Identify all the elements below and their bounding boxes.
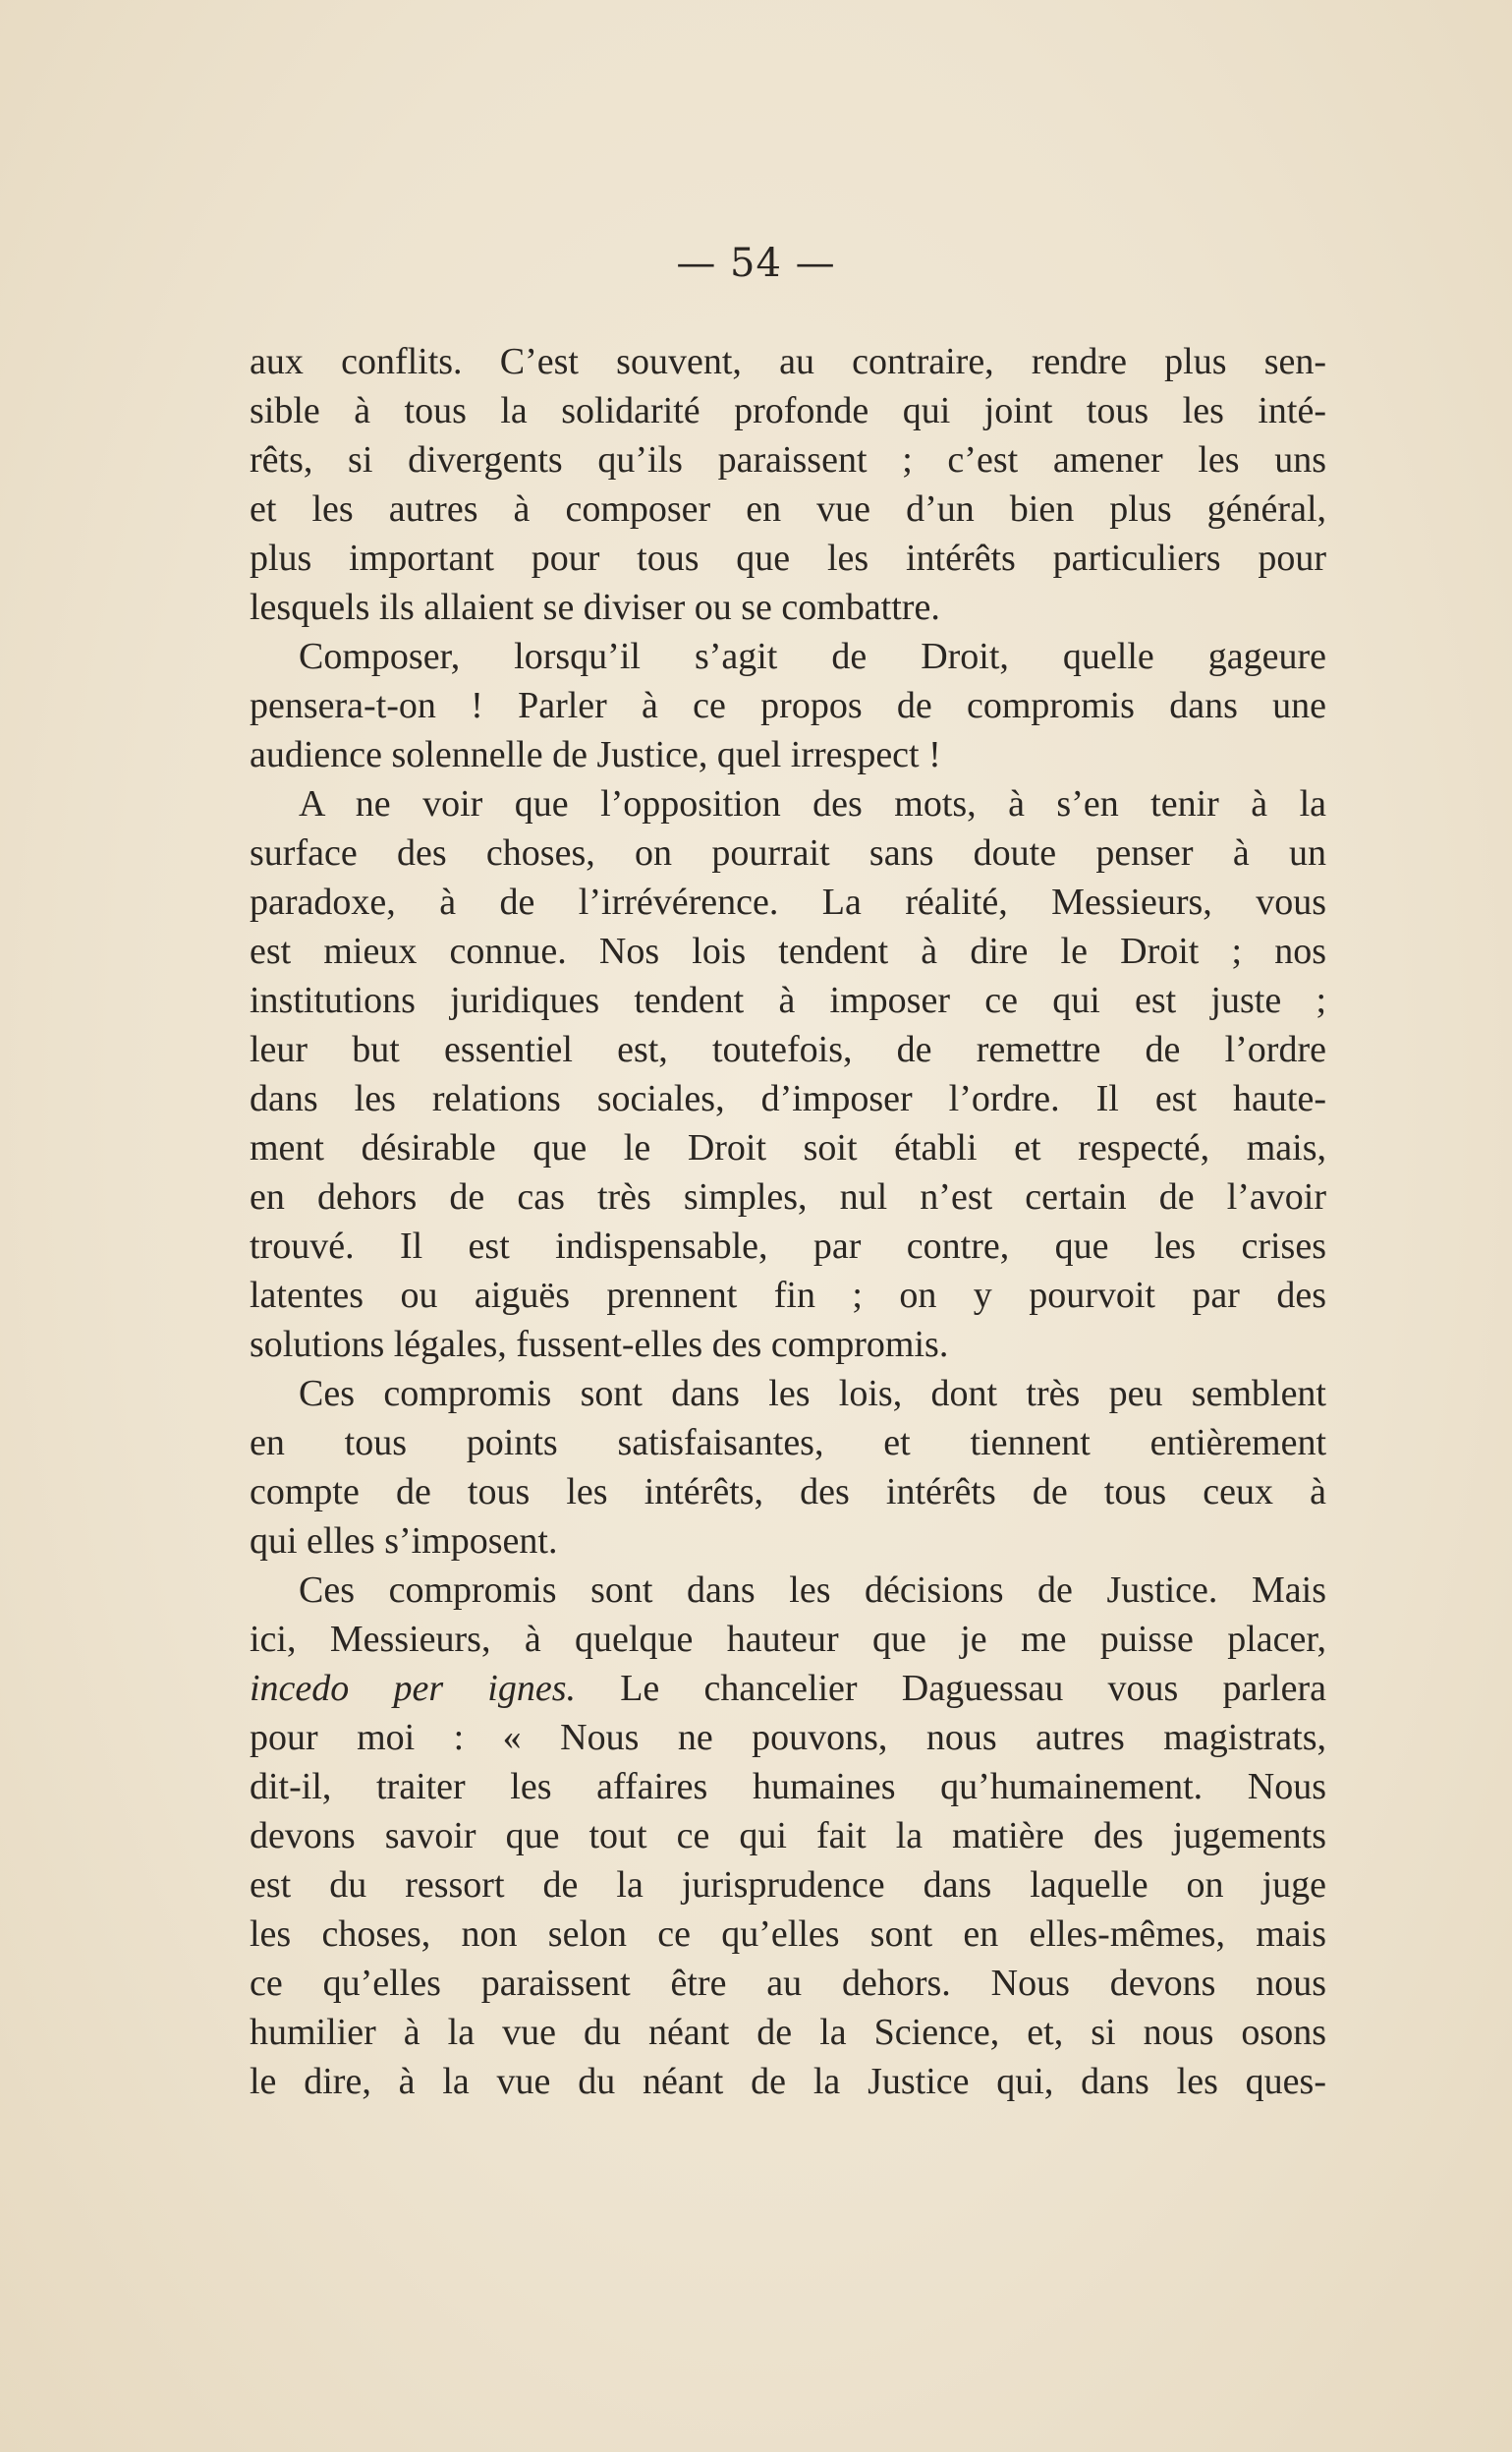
text-line-mixed	[250, 1664, 1326, 1713]
text-line: devons savoir que tout ce qui fait la matière des jugements	[250, 1815, 1326, 1856]
text-line: qui elles s’imposent.	[250, 1520, 558, 1562]
paragraph	[250, 1369, 1338, 1566]
text-line: dit-il, traiter les affaires humaines qu’humainement. Nous	[250, 1766, 1326, 1807]
text-fragment: Le chancelier Daguessau vous parlera	[576, 1668, 1326, 1709]
text-line: sible à tous la solidarité profonde qui joint tous les inté-	[250, 390, 1326, 431]
text-line: compte de tous les intérêts, des intérêts de tous ceux à	[250, 1471, 1326, 1512]
text-line: humilier à la vue du néant de la Science, et, si nous osons	[250, 2012, 1326, 2053]
text-line: paradoxe, à de l’irrévérence. La réalité, Messieurs, vous	[250, 882, 1326, 923]
text-line: lesquels ils allaient se diviser ou se combattre.	[250, 587, 940, 628]
text-line: Composer, lorsqu’il s’agit de Droit, quelle gageure	[299, 636, 1326, 677]
paragraph	[250, 1566, 1338, 2106]
text-line: institutions juridiques tendent à imposer ce qui est juste ;	[250, 980, 1326, 1021]
text-line: dans les relations sociales, d’imposer l’ordre. Il est haute-	[250, 1078, 1326, 1119]
paragraph	[250, 632, 1338, 779]
text-line: pour moi : « Nous ne pouvons, nous autres magistrats,	[250, 1717, 1326, 1758]
text-line: leur but essentiel est, toutefois, de remettre de l’ordre	[250, 1029, 1326, 1070]
text-line: surface des choses, on pourrait sans doute penser à un	[250, 832, 1326, 874]
text-line: en dehors de cas très simples, nul n’est certain de l’avoir	[250, 1176, 1326, 1218]
text-line: est mieux connue. Nos lois tendent à dire le Droit ; nos	[250, 931, 1326, 972]
text-line: plus important pour tous que les intérêts particuliers pour	[250, 538, 1326, 579]
paragraph	[250, 337, 1338, 632]
latin-phrase: incedo per ignes.	[250, 1668, 577, 1709]
paragraph	[250, 779, 1338, 1369]
text-line: A ne voir que l’opposition des mots, à s’en tenir à la	[299, 783, 1326, 825]
text-line: pensera-t-on ! Parler à ce propos de compromis dans une	[250, 685, 1326, 726]
text-line: latentes ou aiguës prennent fin ; on y pourvoit par des	[250, 1275, 1326, 1316]
text-line: ici, Messieurs, à quelque hauteur que je me puisse placer,	[250, 1619, 1326, 1660]
text-line: Ces compromis sont dans les lois, dont très peu semblent	[299, 1373, 1326, 1414]
text-line: audience solennelle de Justice, quel irrespect !	[250, 734, 941, 775]
text-line: en tous points satisfaisantes, et tiennent entièrement	[250, 1422, 1326, 1463]
text-line: les choses, non selon ce qu’elles sont en elles-mêmes, mais	[250, 1913, 1326, 1955]
text-line: ment désirable que le Droit soit établi et respecté, mais,	[250, 1127, 1326, 1169]
text-line: aux conflits. C’est souvent, au contraire, rendre plus sen-	[250, 341, 1326, 382]
page-number: — 54 —	[676, 241, 836, 286]
text-line: et les autres à composer en vue d’un bien plus général,	[250, 488, 1326, 530]
text-line: ce qu’elles paraissent être au dehors. Nous devons nous	[250, 1963, 1326, 2004]
text-line: le dire, à la vue du néant de la Justice qui, dans les ques-	[250, 2061, 1326, 2102]
text-line: solutions légales, fussent-elles des compromis.	[250, 1324, 949, 1365]
text-line: rêts, si divergents qu’ils paraissent ; c’est amener les uns	[250, 439, 1326, 481]
body-text	[250, 337, 1338, 2106]
text-line: Ces compromis sont dans les décisions de Justice. Mais	[299, 1569, 1326, 1611]
text-line: est du ressort de la jurisprudence dans laquelle on juge	[250, 1864, 1326, 1906]
text-line: trouvé. Il est indispensable, par contre, que les crises	[250, 1226, 1326, 1267]
